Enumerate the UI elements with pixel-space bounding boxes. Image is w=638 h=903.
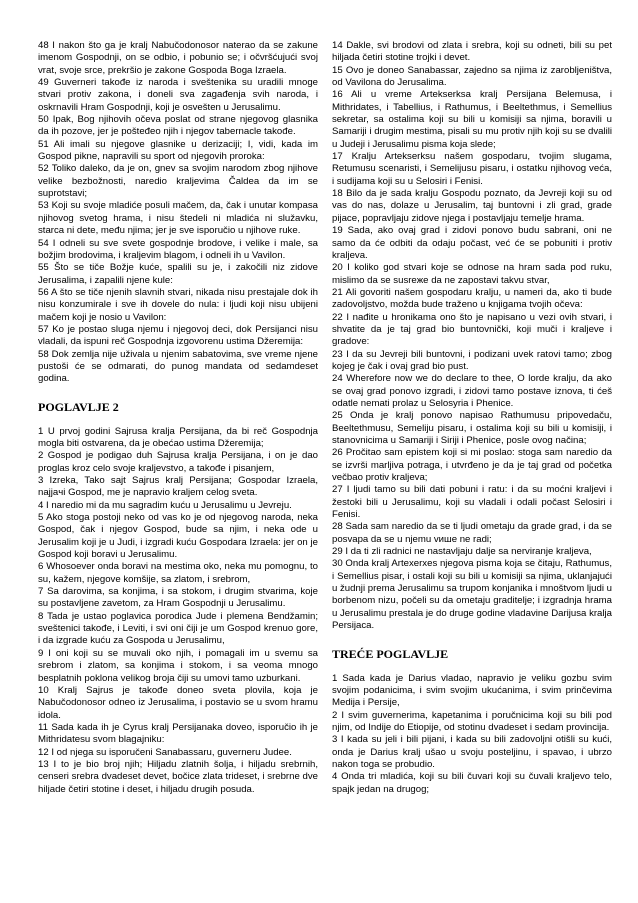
- verse: 15 Ovo je doneo Sanabassar, zajedno sa njima iz zarobljeništva, od Vavilona do Jerusalima.: [332, 64, 612, 89]
- verse: 25 Onda je kralj ponovo napisao Rathumusu pripovedaču, Beeltethmusu, Semeliju pisaru, i ostalima koji su bili u komisiji, i stanovnicima u Samariji i Siriji i Phenice, posle ovog načina;: [332, 410, 612, 446]
- verse: 3 I kada su jeli i bili pijani, i kada su bili zadovoljni otišli su kući, onda je Darius kralj ušao u svoju posteljinu, i spavao, i ubrzo nakon toga se probudio.: [332, 734, 612, 770]
- verse: 8 Tada je ustao poglavica porodica Jude i plemena Bendžamin; sveštenici takođe, i Leviti, i svi oni čiji je um Gospod krenuo gore, i da izgrade kuću za Gospoda u Jerusalimu,: [38, 610, 318, 647]
- verse: 11 Sada kada ih je Cyrus kralj Persijanaka doveo, isporučio ih je Mithridatesu svom blagajniku:: [38, 721, 318, 746]
- verse: 49 Guverneri takođe iz naroda i sveštenika su uradili mnoge stvari protiv zakona, i doneli sva zagađenja svih naroda, i oskrnavili Hram Gospodnji, koji je osvešten u Jerusalimu.: [38, 77, 318, 113]
- verse: 52 Toliko daleko, da je on, gnev sa svojim narodom zbog njihove velike bezbožnosti, naredio kraljevima Čaldea da im se suprotstavi;: [38, 163, 318, 200]
- verse: 4 I naredio mi da mu sagradim kuću u Jerusalimu u Jevreju.: [38, 499, 292, 511]
- verse-list-bottom: [38, 426, 318, 796]
- chapter-heading: POGLAVLJE 2: [38, 399, 119, 414]
- verse: 21 Ali govoriti našem gospodaru kralju, u nameri da, ako ti bude zadovoljstvo, možda bude traženo u knjigama tvojih očeva:: [332, 286, 612, 311]
- verse-list-top: [332, 40, 612, 633]
- verse: 5 Ako stoga postoji neko od vas ko je od njegovog naroda, neka Gospod, čak i njegov Gospod, bude sa njim, i neka ode u Jerusalim koji je u Judi, i izgradi kuću Gospodara Izraela: jer on je Gospod koji boravi u Jerusalimu.: [38, 512, 318, 561]
- verse: 9 I oni koji su se muvali oko njih, i pomagali im u svemu sa srebrom i zlatom, sa konjima i stokom, i sa veoma mnogo besplatnih poklona velikog broja čiji su umovi tamo uzburkani.: [38, 647, 318, 684]
- verse: 12 I od njega su isporučeni Sanabassaru, guverneru Judee.: [38, 746, 292, 758]
- verse: 20 I koliko god stvari koje se odnose na hram sada pod ruku, mislimo da se susreже da ne zapostavi takvu stvar,: [332, 262, 612, 286]
- verse: 30 Onda kralj Artexerxes njegova pisma koja se čitaju, Rathumus, i Semellius pisar, i ostali koji su bili u komisiji sa njima, uklanjajući u žudnji prema Jerusalimu sa trupom konjanika i mnoštvom ljudi u borbenom nizu, počeli su da ometaju graditelje; i izgradnja hrama u Jerusalimu prestala je do druge godine vladavine Darijusa kralja Persijaca.: [332, 558, 612, 632]
- verse: 29 I da ti zli radnici ne nastavljaju dalje sa nerviranje kraljeva,: [332, 546, 592, 558]
- verse: 24 Wherefore now we do declare to thee, O lorde kralju, da ako se ovaj grad ponovo izgradi, i zidovi tamo postave iznova, ti ćeš odatle nemati prolaz u Selosyria i Phenice.: [332, 373, 612, 409]
- verse-list-bottom: [332, 673, 612, 796]
- verse: 1 Sada kada je Darius vladao, napravio je veliku gozbu svim svojim podanicima, i svim svojim ukućanima, i svim prinčevima Medija i Persije,: [332, 672, 612, 709]
- verse: 55 Što se tiče Božje kuće, spalili su je, i zakočili niz zidove Jerusalima, i zapalili njene kule:: [38, 262, 318, 286]
- verse: 51 Ali imali su njegove glasnike u derizaciji; I, vidi, kada im Gospod pikne, napravili su sport od njegovih proroka:: [38, 138, 318, 163]
- verse: 16 Ali u vreme Artekserksa kralj Persijana Belemusa, i Mithridates, i Tabellius, i Rathumus, i Beeltethmus, i Semellius sekretar, sa ostalima koji su bili u komisiji sa njima, boravili u Samariji i drugim mestima, pisali su mu protiv njih koji su se dvalili u Judeji i Jerusalimu pisma koja slede;: [332, 89, 612, 150]
- verse: 50 Ipak, Bog njihovih očeva poslat od strane njegovog glasnika da ih pozove, jer je pošteđeo njih i njegov tabernacle takođe.: [38, 114, 318, 138]
- verse: 17 Kralju Artekserksu našem gospodaru, tvojim slugama, Retumusu scenaristi, i Semelijusu pisaru, i ostatku njihovog veća, i sudijama koji su u Selosiri i Fenisi.: [332, 151, 612, 187]
- verse: 4 Onda tri mladića, koji su bili čuvari koji su čuvali kraljevo telo, spajk jedan na drugog;: [332, 771, 612, 795]
- verse: 3 Izreka, Tako sajt Sajrus kralj Persijana; Gospodar Izraela, najjaчi Gospod, me je napravio kraljem celog sveta.: [38, 475, 318, 499]
- verse: 14 Dakle, svi brodovi od zlata i srebra, koji su odneti, bili su pet hiljada četiri stotine trojki i devet.: [332, 40, 612, 64]
- verse: 2 Gospod je podigao duh Sajrusa kralja Persijana, i on je dao proglas kroz celo svoje kraljevstvo, a takođe i pisanjem,: [38, 450, 318, 474]
- verse: 13 I to je bio broj njih; Hiljadu zlatnih šolja, i hiljadu srebrnih, censeri srebra dvadeset devet, bočice zlata trideset, i srebrne dve hiljade četiri stotine i deset, i hiljadu drugih posuda.: [38, 758, 318, 795]
- right-column: [332, 40, 612, 903]
- verse: 22 I nađite u hronikama ono što je napisano u vezi ovih stvari, i shvatite da je taj grad bio buntovnički, koji muči i kraljeve i gradove:: [332, 311, 612, 348]
- verse: 10 Kralj Sajrus je takođe doneo sveta plovila, koja je Nabučodonosor odneo iz Jerusalima, i postavio se u svom hramu idola.: [38, 684, 318, 721]
- verse: 53 Koji su svoje mladiće posuli mačem, da, čak i unutar kompasa njihovog svetog hrama, i nisu štedeli ni mladića ni služavku, starca ni dete, među njima; jer je sve isporučio u njihove ruke.: [38, 200, 318, 237]
- chapter-heading: TREĆE POGLAVLJE: [332, 646, 449, 661]
- verse-list-top: [38, 40, 318, 386]
- verse: 23 I da su Jevreji bili buntovni, i podizani uvek ratovi tamo; zbog kojeg je čak i ovaj grad bio pust.: [332, 348, 612, 372]
- verse: 1 U prvoj godini Sajrusa kralja Persijana, da bi reč Gospodnja mogla biti ostvarena, da je obećao ustima Džeremija;: [38, 425, 318, 449]
- verse: 58 Dok zemlja nije uživala u njenim sabatovima, sve vreme njene pustoši će se odmarati, do punog mandata od sedamdeset godina.: [38, 348, 318, 385]
- verse: 19 Sada, ako ovaj grad i zidovi ponovo budu sabrani, oni ne samo da će odbiti da odaju počast, već će se pobuniti i protiv kraljeva.: [332, 225, 612, 261]
- left-column: [38, 40, 318, 903]
- verse: 56 A što se tiče njenih slavnih stvari, nikada nisu prestajale dok ih nisu konzumirale i sve ih dovele do nula: i ljudi koji nisu ubijeni mačem koji je nosio u Vavilon:: [38, 286, 318, 323]
- verse: 18 Bilo da je sada kralju Gospodu poznato, da Jevreji koji su od vas do nas, dolaze u Jerusalim, taj buntovni i zli grad, grade pijace, popravljaju zidove njega i postavljaju temelje hrama.: [332, 188, 612, 224]
- verse: 27 I ljudi tamo su bili dati pobuni i ratu: i da su moćni kraljevi i žestoki bili u Jerusalimu, koji su vladali i odali počast Selosiri i Fenisi.: [332, 484, 612, 521]
- verse: 26 Pročitao sam epistem koji si mi poslao: stoga sam naredio da se izvrši marljiva potraga, i utvrđeno je da je taj grad od početka večbao protiv kraljeva;: [332, 447, 612, 484]
- verse: 54 I odneli su sve svete gospodnje brodove, i velike i male, sa božjim brodovima, i kraljevim blagom, i odneli ih u Vavilon.: [38, 237, 318, 261]
- verse: 6 Whosoever onda boravi na mestima oko, neka mu pomognu, to su, kažem, njegove komšije, sa zlatom, i srebrom,: [38, 561, 318, 585]
- verse: 57 Ko je postao sluga njemu i njegovoj deci, dok Persijanci nisu vladali, da ispuni reč Gospodnja izgovorenu ustima Džeremija:: [38, 323, 318, 348]
- verse: 48 I nakon što ga je kralj Nabučodonosor naterao da se zakune imenom Gospodnji, on se odbio, i pobunio se; i očvršćujući svoj vrat, svoje srce, prekršio je zakone Gospoda Boga Izraela.: [38, 40, 318, 76]
- verse: 2 I svim guvernerima, kapetanima i poručnicima koji su bili pod njim, od Indije do Etiopije, od stotinu dvadeset i sedam provincija.: [332, 709, 612, 733]
- verse: 28 Sada sam naredio da se ti ljudi ometaju da grade grad, i da se posvapa da se u njemu vише ne radi;: [332, 521, 612, 545]
- verse: 7 Sa darovima, sa konjima, i sa stokom, i drugim stvarima, koje su postavljene zavetom, za Hram Gospodnji u Jerusalimu.: [38, 586, 318, 610]
